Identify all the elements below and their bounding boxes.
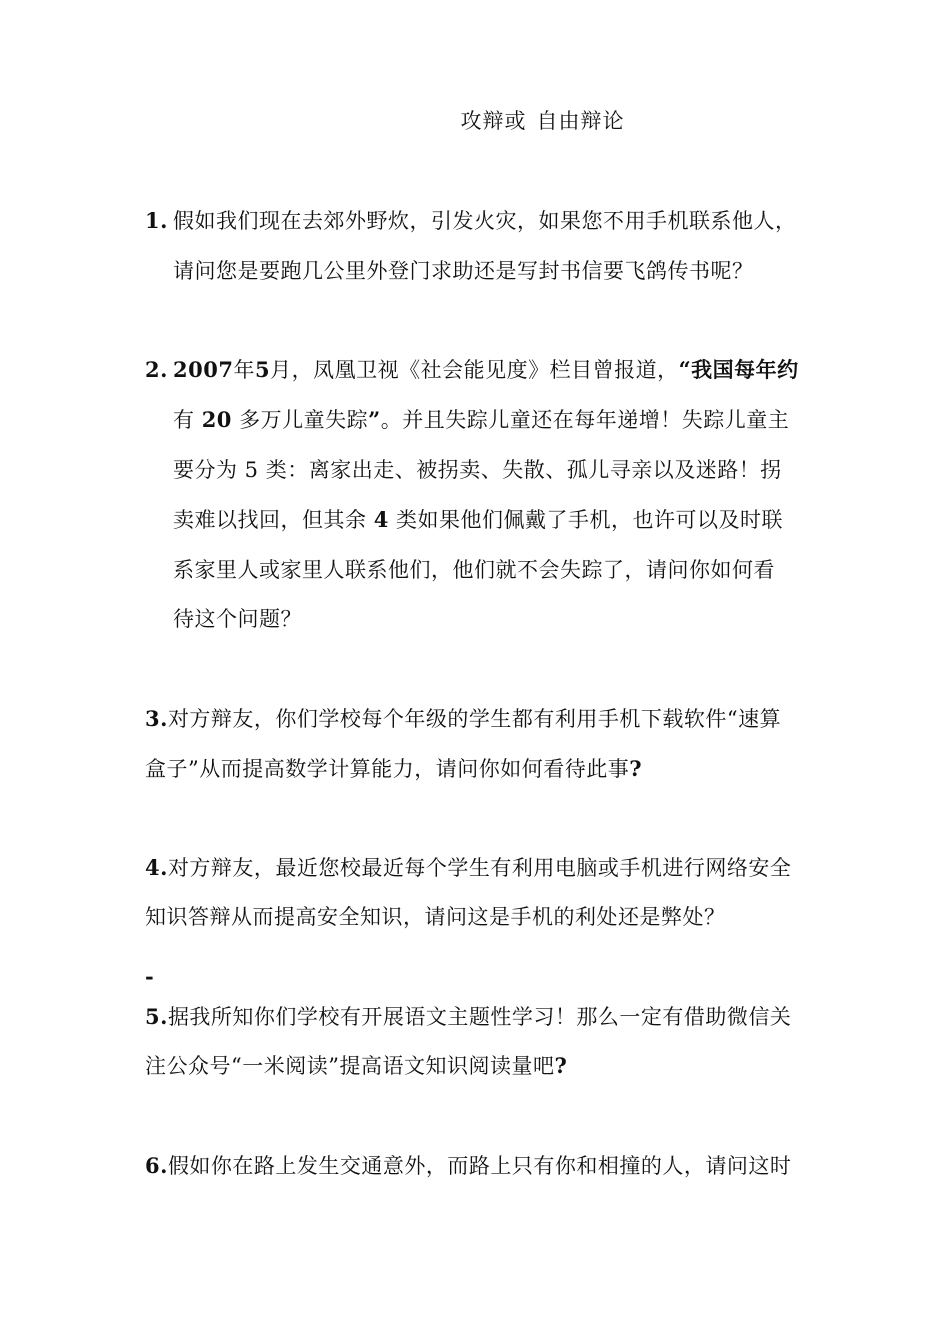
question-2-line-4: [173, 505, 783, 535]
question-1-line-1: [145, 206, 797, 236]
question-4-line-1: [145, 853, 791, 883]
question-3-line-1: [145, 704, 781, 734]
question-2-line-3: [173, 455, 782, 485]
question-2-text-1b: 月，凤凰卫视《社会能见度》栏目曾报道，: [270, 358, 679, 382]
question-2-quote-open: “我国每年约: [678, 357, 799, 382]
question-2-text-2c: 。并且失踪儿童还在每年递增！失踪儿童主: [380, 408, 790, 432]
question-4-text-2: 知识答辩从而提高安全知识，请问这是手机的利处还是弊处？: [145, 905, 726, 929]
title-part-1: 攻辩或: [460, 109, 527, 133]
question-1-text-1: 假如我们现在去郊外野炊，引发火灾，如果您不用手机联系他人，: [173, 209, 797, 233]
question-5-text-1: 据我所知你们学校有开展语文主题性学习！那么一定有借助微信关: [167, 1005, 792, 1029]
question-4-line-2: [145, 902, 726, 932]
question-5-text-2: 注公众号“一米阅读”提高语文知识阅读量吧: [145, 1054, 555, 1078]
title-part-2: 自由辩论: [536, 109, 625, 133]
question-2-text-2a: 有: [173, 408, 195, 432]
question-2-text-2b: 多万儿童失踪: [239, 408, 369, 432]
separator-dash: -: [145, 964, 154, 989]
question-6-number: 6.: [145, 1153, 168, 1178]
question-6-text-1: 假如你在路上发生交通意外，而路上只有你和相撞的人，请问这时: [167, 1154, 792, 1178]
page-title: [0, 106, 950, 136]
question-6-line-1: [145, 1151, 791, 1181]
question-2-text-4b: 类如果他们佩戴了手机，也许可以及时联: [396, 508, 783, 532]
question-2-line-5: [173, 555, 775, 585]
question-2-number-4: 4: [373, 507, 389, 532]
question-2-text-5: 系家里人或家里人联系他们，他们就不会失踪了，请问你如何看: [173, 558, 775, 582]
question-3-line-2: [145, 754, 642, 784]
question-5-question-mark: ?: [554, 1053, 568, 1078]
question-3-text-2: 盒子”从而提高数学计算能力，请问你如何看待此事: [145, 757, 630, 781]
question-2-text-1a: 年: [233, 358, 255, 382]
question-5-line-2: [145, 1051, 567, 1081]
question-2-quote-close: ”: [368, 407, 381, 432]
question-5-number: 5.: [145, 1004, 168, 1029]
question-1-number: 1.: [145, 208, 168, 233]
question-3-question-mark: ?: [629, 756, 643, 781]
question-2-line-2: [173, 405, 789, 435]
question-4-text-1: 对方辩友，最近您校最近每个学生有利用电脑或手机进行网络安全: [167, 856, 792, 880]
question-1-text-2: 请问您是要跑几公里外登门求助还是写封书信要飞鸽传书呢？: [173, 259, 754, 283]
question-3-number: 3.: [145, 706, 168, 731]
question-2-year: 2007: [173, 357, 234, 382]
question-2-month: 5: [254, 357, 271, 382]
question-2-line-1: [145, 355, 799, 385]
question-1-line-2: [173, 256, 754, 286]
question-3-text-1: 对方辩友，你们学校每个年级的学生都有利用手机下载软件“速算: [167, 707, 782, 731]
question-2-text-4a: 卖难以找回，但其余: [173, 508, 367, 532]
question-2-line-6: [173, 604, 302, 634]
question-2-text-6: 待这个问题？: [173, 607, 302, 631]
question-2-number: 2.: [145, 357, 168, 382]
question-2-text-3: 要分为 5 类：离家出走、被拐卖、失散、孤儿寻亲以及迷路！拐: [173, 458, 782, 482]
question-4-number: 4.: [145, 855, 168, 880]
question-5-line-1: [145, 1002, 791, 1032]
question-2-number-20: 20: [201, 407, 232, 432]
